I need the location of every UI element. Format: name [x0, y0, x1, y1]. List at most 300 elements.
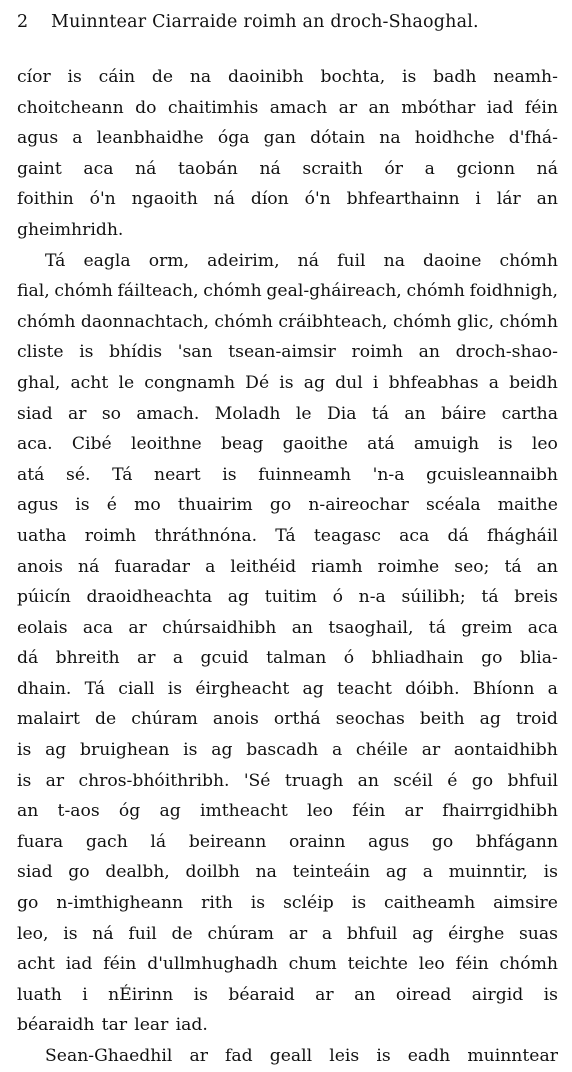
word: acht [17, 954, 55, 975]
word: aca. [17, 434, 53, 455]
word: an [404, 403, 426, 424]
word: cíor [17, 67, 51, 87]
word: daonnachtach, [80, 311, 209, 332]
word: na [379, 128, 401, 149]
word: chómh [393, 311, 452, 332]
word: fial, [17, 281, 50, 302]
word: sé. [66, 464, 91, 485]
word: Cibé [71, 434, 112, 455]
word: féin [455, 954, 489, 975]
text-line [17, 246, 558, 277]
word: ar [338, 97, 358, 118]
word: leis [329, 1046, 360, 1066]
word: an [17, 801, 39, 822]
word: anois [212, 709, 259, 730]
text-line [17, 490, 558, 521]
word: fuil [337, 250, 366, 271]
word: tar [101, 1015, 128, 1036]
word: truagh [284, 770, 344, 791]
word: chómh [17, 311, 76, 332]
text-line [17, 1041, 558, 1072]
word: an [368, 97, 390, 118]
word: leithéid [230, 556, 297, 577]
word: ag [412, 923, 434, 944]
word: é [106, 495, 117, 516]
word: a [422, 862, 433, 883]
word: bhfuil [507, 770, 558, 791]
text-line [17, 582, 558, 613]
word: troid [515, 709, 558, 730]
word: gheimhridh. [17, 219, 124, 240]
word: is [222, 464, 237, 485]
word: beidh [509, 372, 558, 393]
word: daoine [423, 250, 482, 271]
word: atá [367, 434, 395, 455]
word: gan [263, 128, 296, 149]
word: ná [213, 189, 235, 210]
word: roimh [351, 342, 403, 363]
word: a [331, 740, 343, 761]
text-line [17, 857, 558, 888]
word: a [424, 158, 435, 179]
word: díon [250, 189, 289, 210]
word: foidhnigh, [469, 281, 558, 302]
word: bhreith [55, 648, 120, 669]
word: ag [45, 740, 67, 761]
word: bhfágann [475, 831, 558, 852]
text-line [17, 980, 558, 1011]
word: talman [266, 648, 327, 669]
word: a [172, 648, 184, 669]
word: glic, [456, 311, 495, 332]
word: gcuisleannaibh [426, 464, 558, 485]
word: a [205, 556, 216, 577]
word: breis [514, 587, 558, 608]
word: fad [225, 1046, 253, 1066]
word: go [68, 862, 90, 883]
word: fhágháil [486, 525, 558, 546]
word: le [118, 372, 135, 393]
word: le [295, 403, 312, 424]
word: go [269, 495, 292, 516]
word: hoidhche [414, 128, 495, 149]
word: leo [531, 434, 558, 455]
page-header [17, 12, 558, 52]
word: chaitimhis [167, 97, 259, 118]
word: fuara [17, 831, 64, 852]
word: leanbhaidhe [96, 128, 204, 149]
word: is [63, 923, 78, 944]
text-line [17, 337, 558, 368]
word: bhídis [109, 342, 163, 363]
word: iad [486, 97, 514, 118]
word: dealbh, [105, 862, 170, 883]
text-line [17, 368, 558, 399]
word: beireann [188, 831, 267, 852]
word: thuairim [177, 495, 253, 516]
word: chómh [499, 311, 558, 332]
word: chómh [499, 954, 558, 975]
word: cáin [98, 67, 136, 87]
word: ó [332, 587, 343, 608]
word: bochta, [320, 67, 386, 87]
word: féin [103, 954, 137, 975]
word: Bhíonn [472, 678, 535, 699]
word: ar [421, 740, 441, 761]
word: riamh [311, 556, 363, 577]
running-title: Muinntear Ciarraide roimh an droch-Shaoghal. [51, 12, 479, 32]
word: Dé [245, 372, 270, 393]
word: óga [217, 128, 250, 149]
text-line [17, 949, 558, 980]
word: ciall [118, 678, 155, 699]
text-line [17, 613, 558, 644]
text-line [17, 735, 558, 766]
word: nÉirinn [108, 984, 174, 1005]
word: bascadh [246, 740, 319, 761]
word: gaoithe [282, 434, 348, 455]
word: tá [371, 403, 390, 424]
word: go [471, 770, 494, 791]
text-line [17, 552, 558, 583]
word: ag [303, 372, 326, 393]
word: aca [527, 617, 558, 638]
word: de [171, 923, 193, 944]
word: acht [70, 372, 109, 393]
word: béaraid [228, 984, 295, 1005]
word: tuitim [264, 587, 317, 608]
word: ná [259, 158, 281, 179]
word: i [372, 372, 379, 393]
word: is [498, 434, 513, 455]
word: scéil [393, 770, 433, 791]
word: teacht [337, 678, 392, 699]
text-line [17, 827, 558, 858]
word: cráibhteach, [278, 311, 388, 332]
text-line [17, 888, 558, 919]
word: is [543, 862, 558, 883]
text-line [17, 276, 558, 307]
word: mbóthar [401, 97, 476, 118]
word: ó [343, 648, 355, 669]
word: béaraidh [17, 1015, 95, 1036]
word: geall [269, 1046, 313, 1066]
word: é [447, 770, 458, 791]
word: roimh [84, 525, 137, 546]
word: ar [67, 403, 87, 424]
word: éirgheacht [195, 678, 290, 699]
word: leoithne [130, 434, 202, 455]
word: greim [461, 617, 513, 638]
word: iad [65, 954, 93, 975]
word: ó'n [89, 189, 116, 210]
text-line [17, 123, 558, 154]
word: choitcheann [17, 97, 124, 118]
word: chros-bhóithribh. [78, 770, 230, 791]
word: de [151, 67, 174, 87]
word: is [401, 67, 417, 87]
word: Moladh [214, 403, 281, 424]
word: ar [315, 984, 334, 1005]
word: ar [288, 923, 308, 944]
word: luath [17, 984, 62, 1005]
word: agus [17, 495, 59, 516]
text-line [17, 184, 558, 215]
word: aca [399, 525, 430, 546]
word: agus [17, 128, 59, 149]
word: amach. [136, 403, 200, 424]
word: rith [201, 893, 233, 914]
text-line [17, 307, 558, 338]
word: doilbh [185, 862, 240, 883]
word: chómh [406, 281, 465, 302]
word: amuigh [413, 434, 480, 455]
word: leo [306, 801, 333, 822]
word: gcionn [456, 158, 516, 179]
word: ngaoith [131, 189, 198, 210]
word: droch-shao- [455, 342, 558, 363]
word: a [488, 372, 499, 393]
word: lár [496, 189, 521, 210]
word: anois [17, 556, 63, 577]
word: seo; [454, 556, 490, 577]
body-text [17, 62, 558, 1072]
word: agus [368, 831, 410, 852]
word: 'Sé [243, 770, 271, 791]
word: lá [150, 831, 167, 852]
word: 'san [177, 342, 213, 363]
word: siad [17, 862, 53, 883]
word: na [189, 67, 212, 87]
word: lear [134, 1015, 169, 1036]
word: 'n-a [372, 464, 405, 485]
word: scraith [302, 158, 363, 179]
word: roimhe [377, 556, 440, 577]
word: atá [17, 464, 45, 485]
word: muinntear [467, 1046, 558, 1066]
word: ag [159, 801, 181, 822]
word: adeirim, [207, 250, 280, 271]
word: tá [481, 587, 499, 608]
word: tsaoghail, [328, 617, 414, 638]
word: an [536, 556, 558, 577]
word: ná [78, 556, 100, 577]
word: thráthnóna. [154, 525, 258, 546]
word: geal-gháireach, [266, 281, 402, 302]
word: ó'n [304, 189, 331, 210]
word: airgid [471, 984, 524, 1005]
word: seochas [335, 709, 405, 730]
word: d'fhá- [508, 128, 558, 149]
word: amach [269, 97, 328, 118]
word: an [357, 770, 379, 791]
word: bhfearthainn [346, 189, 460, 210]
text-line [17, 154, 558, 185]
word: mo [134, 495, 161, 516]
word: foithin [17, 189, 74, 210]
word: caitheamh [384, 893, 476, 914]
word: chómh [499, 250, 558, 271]
word: go [481, 648, 503, 669]
text-line [17, 429, 558, 460]
word: beag [220, 434, 264, 455]
word: t-aos [57, 801, 100, 822]
word: ar [128, 617, 147, 638]
word: teichte [347, 954, 408, 975]
text-line [17, 399, 558, 430]
word: tá [504, 556, 522, 577]
word: bhfuil [346, 923, 398, 944]
word: Sean-Ghaedhil [45, 1046, 173, 1066]
word: aontaidhibh [453, 740, 558, 761]
word: fuinneamh [258, 464, 352, 485]
word: ná [92, 923, 114, 944]
word: a [321, 923, 333, 944]
word: do [135, 97, 157, 118]
text-line [17, 215, 558, 246]
word: muinntir, [448, 862, 528, 883]
word: is [351, 893, 367, 914]
word: fuil [128, 923, 157, 944]
word: dhain. [17, 678, 72, 699]
word: is [250, 893, 266, 914]
word: féin [352, 801, 386, 822]
word: ag [211, 740, 233, 761]
word: ná [135, 158, 157, 179]
word: siad [17, 403, 53, 424]
word: éirghe [448, 923, 505, 944]
word: gaint [17, 158, 62, 179]
text-line [17, 62, 558, 93]
word: óg [118, 801, 141, 822]
word: ghal, [17, 372, 61, 393]
word: Dia [326, 403, 357, 424]
word: is [183, 740, 198, 761]
text-line [17, 460, 558, 491]
word: eadh [407, 1046, 451, 1066]
word: ar [404, 801, 424, 822]
word: scléip [283, 893, 334, 914]
word: chúram [207, 923, 274, 944]
word: an [418, 342, 440, 363]
word: a [72, 128, 83, 149]
word: bhliadhain [371, 648, 464, 669]
word: gach [85, 831, 128, 852]
word: teinteáin [292, 862, 371, 883]
word: de [94, 709, 117, 730]
text-line [17, 643, 558, 674]
word: chúram [131, 709, 198, 730]
word: iad. [175, 1015, 208, 1036]
word: aca [83, 158, 114, 179]
word: ór [384, 158, 403, 179]
word: báire [441, 403, 487, 424]
text-line [17, 1010, 558, 1041]
text-line [17, 919, 558, 950]
word: súilibh; [401, 587, 466, 608]
word: an [536, 189, 558, 210]
word: bruighean [80, 740, 170, 761]
word: fuaradar [114, 556, 191, 577]
word: orthá [273, 709, 321, 730]
word: féin [524, 97, 558, 118]
word: is [167, 678, 183, 699]
word: tsean-aimsir [228, 342, 336, 363]
word: chum [288, 954, 337, 975]
text-line [17, 796, 558, 827]
word: orainn [288, 831, 346, 852]
word: ar [189, 1046, 208, 1066]
word: draoidheachta [86, 587, 213, 608]
word: oiread [395, 984, 452, 1005]
word: neamh- [493, 67, 558, 87]
word: is [75, 495, 90, 516]
word: teagasc [313, 525, 381, 546]
word: chúrsaidhibh [162, 617, 277, 638]
word: go [431, 831, 454, 852]
word: malairt [17, 709, 80, 730]
word: an [291, 617, 314, 638]
word: leo, [17, 923, 49, 944]
word: dóibh. [405, 678, 460, 699]
text-line [17, 674, 558, 705]
word: i [82, 984, 88, 1005]
word: fhairrgidhibh [442, 801, 558, 822]
word: cliste [17, 342, 64, 363]
word: ag [302, 678, 324, 699]
word: ag [227, 587, 250, 608]
word: na [255, 862, 277, 883]
word: tá [428, 617, 446, 638]
word: ag [385, 862, 408, 883]
word: eagla [83, 250, 131, 271]
word: congnamh [144, 372, 236, 393]
word: badh [433, 67, 477, 87]
word: ar [136, 648, 156, 669]
page-number: 2 [17, 12, 29, 32]
word: n-a [358, 587, 386, 608]
word: aca [82, 617, 114, 638]
word: d'ullmhughadh [147, 954, 278, 975]
word: i [475, 189, 481, 210]
text-line [17, 704, 558, 735]
word: chómh [54, 281, 113, 302]
word: chómh [214, 311, 273, 332]
word: go [17, 893, 39, 914]
word: blia- [519, 648, 558, 669]
word: cartha [501, 403, 558, 424]
word: eolais [17, 617, 68, 638]
word: chéile [355, 740, 408, 761]
word: is [376, 1046, 391, 1066]
word: is [279, 372, 294, 393]
word: suas [518, 923, 558, 944]
word: n-aireochar [308, 495, 409, 516]
word: aimsire [493, 893, 558, 914]
word: maithe [497, 495, 558, 516]
word: dótain [310, 128, 366, 149]
word: neart [154, 464, 201, 485]
word: is [543, 984, 558, 1005]
word: ná [297, 250, 319, 271]
word: fáilteach, [117, 281, 199, 302]
word: dul [335, 372, 363, 393]
word: gcuid [200, 648, 249, 669]
text-line [17, 521, 558, 552]
word: dá [447, 525, 469, 546]
word: orm, [148, 250, 190, 271]
word: ná [536, 158, 558, 179]
